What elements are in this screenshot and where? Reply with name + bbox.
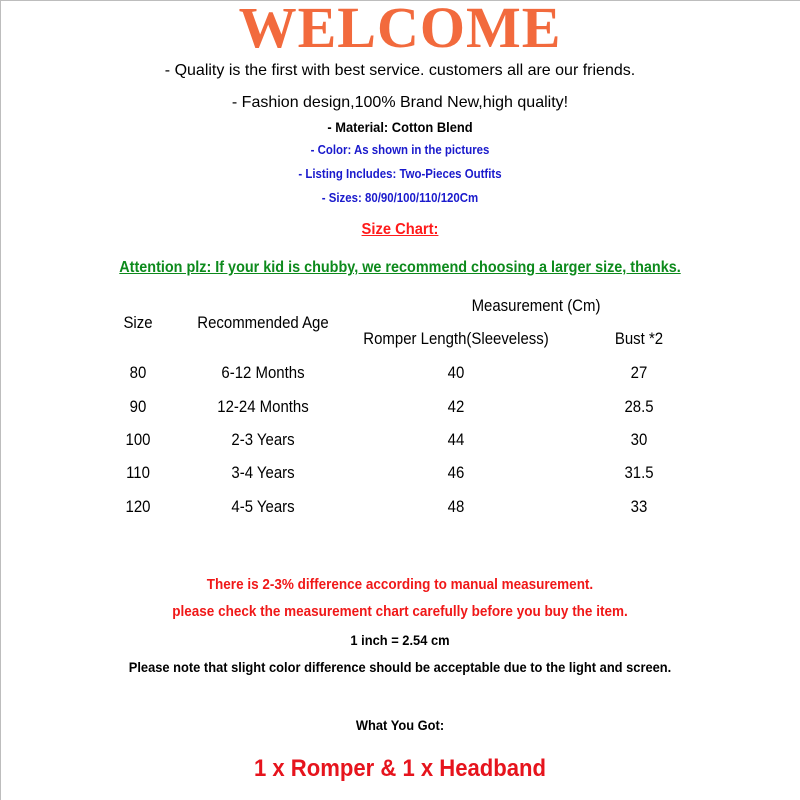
- inch-conversion-note: 1 inch = 2.54 cm: [350, 632, 450, 648]
- table-cell-romper-length: 40: [447, 363, 465, 382]
- size-chart-heading: Size Chart:: [361, 221, 439, 238]
- table-cell-age: 12-24 Months: [217, 397, 309, 416]
- listing-line: - Listing Includes: Two-Pieces Outfits: [298, 166, 502, 181]
- table-cell-romper-length: 46: [447, 463, 465, 482]
- table-cell-romper-length: 44: [447, 430, 465, 449]
- table-cell-bust: 28.5: [624, 397, 654, 416]
- left-border: [0, 0, 1, 800]
- material-line: - Material: Cotton Blend: [327, 119, 473, 135]
- attention-note: Attention plz: If your kid is chubby, we recommend choosing a larger size, thanks.: [119, 259, 681, 276]
- measurement-header: Measurement (Cm): [471, 296, 601, 315]
- fashion-line: - Fashion design,100% Brand New,high quality!: [231, 94, 569, 111]
- check-chart-note: please check the measurement chart carefully before you buy the item.: [172, 603, 628, 620]
- sizes-line: - Sizes: 80/90/100/110/120Cm: [321, 190, 479, 205]
- table-cell-bust: 30: [630, 430, 648, 449]
- quality-line: - Quality is the first with best service. customers all are our friends.: [164, 62, 636, 79]
- column-header-size: Size: [123, 313, 153, 332]
- table-cell-size: 100: [125, 430, 151, 449]
- color-difference-note: Please note that slight color difference should be acceptable due to the light and screen.: [128, 659, 672, 675]
- measurement-difference-note: There is 2-3% difference according to manual measurement.: [206, 576, 594, 593]
- table-cell-bust: 33: [630, 497, 648, 516]
- table-cell-size: 120: [125, 497, 151, 516]
- table-cell-bust: 31.5: [624, 463, 654, 482]
- table-cell-age: 3-4 Years: [231, 463, 295, 482]
- welcome-title: WELCOME: [238, 0, 562, 60]
- table-cell-age: 2-3 Years: [231, 430, 295, 449]
- table-cell-size: 90: [129, 397, 147, 416]
- color-line: - Color: As shown in the pictures: [310, 142, 490, 157]
- column-header-age: Recommended Age: [197, 313, 329, 332]
- table-cell-size: 110: [126, 463, 150, 482]
- table-cell-bust: 27: [630, 363, 648, 382]
- column-header-bust: Bust *2: [614, 329, 664, 348]
- table-cell-age: 6-12 Months: [221, 363, 305, 382]
- table-cell-romper-length: 42: [447, 397, 465, 416]
- package-contents: 1 x Romper & 1 x Headband: [253, 755, 547, 782]
- table-cell-age: 4-5 Years: [231, 497, 295, 516]
- table-cell-size: 80: [129, 363, 147, 382]
- what-you-got-heading: What You Got:: [355, 717, 445, 733]
- table-cell-romper-length: 48: [447, 497, 465, 516]
- column-header-romper-length: Romper Length(Sleeveless): [363, 329, 549, 348]
